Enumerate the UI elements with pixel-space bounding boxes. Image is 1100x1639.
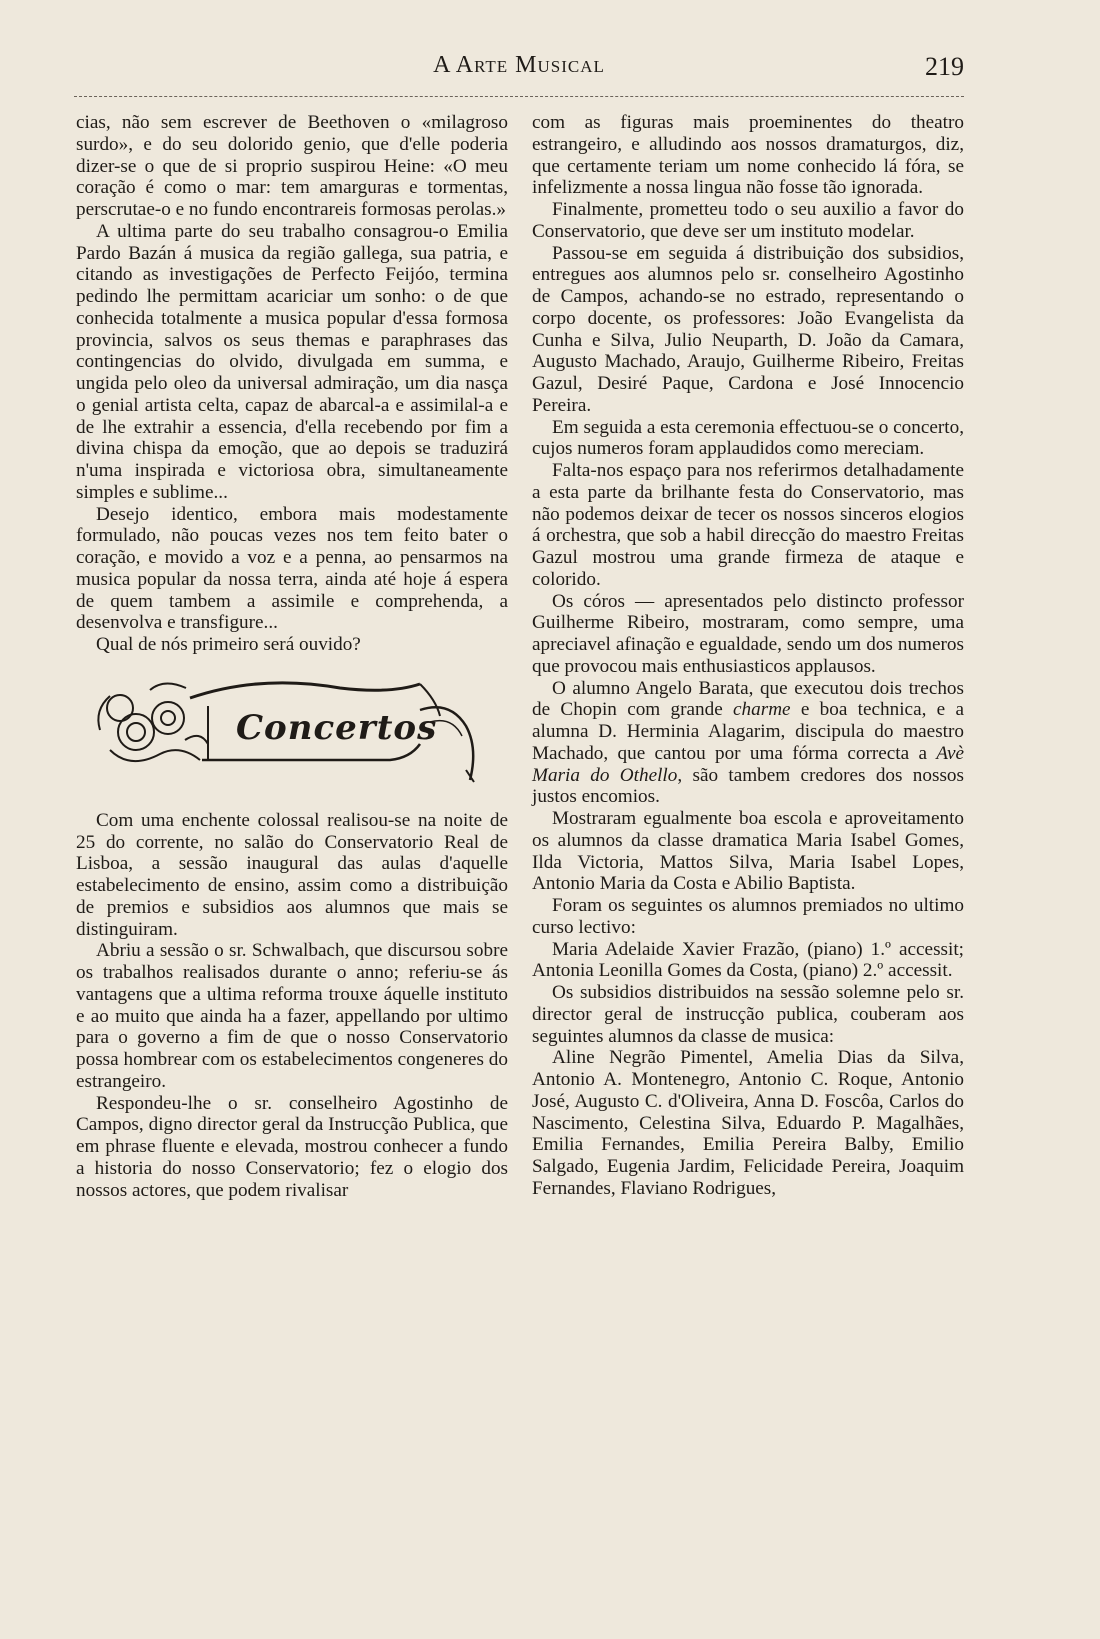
paragraph: Respondeu-lhe o sr. conselheiro Agostinho de Campos, digno director geral da Instrucção Publica, que em phrase fluente e elevada, mostrou conhecer a fundo a historia do nosso Conservatorio; fez o elogio dos nossos actores, que podem rivalisar — [76, 1092, 508, 1201]
paragraph: Os córos — apresentados pelo distincto professor Guilherme Ribeiro, mostraram, como sempre, uma apreciavel afinação e egualdade, sendo um dos numeros que provocou mais enthusiasticos applausos. — [532, 590, 964, 677]
paragraph: Falta-nos espaço para nos referirmos detalhadamente a esta parte da brilhante festa do Conservatorio, mas não podemos deixar de tecer os nossos sinceros elogios á orchestra, que sob a habil direcção do maestro Freitas Gazul mostrou uma grande firmeza de ataque e colorido. — [532, 460, 964, 590]
section-ornament — [76, 670, 508, 800]
right-column — [532, 112, 964, 1200]
paragraph: Qual de nós primeiro será ouvido? — [96, 634, 361, 655]
paragraph: Finalmente, prometteu todo o seu auxilio a favor do Conservatorio, que deve ser um instituto modelar. — [532, 199, 964, 242]
paragraph: com as figuras mais proeminentes do theatro estrangeiro, e alludindo aos nossos dramaturgos, diz, que certamente teriam um nome conhecido lá fóra, se infelizmente a nossa lingua não fosse tão ignorada. — [532, 112, 964, 199]
paragraph: Abriu a sessão o sr. Schwalbach, que discursou sobre os trabalhos realisados durante o anno; referiu-se ás vantagens que a ultima reforma trouxe áquelle instituto e ao muito que ainda ha a fazer, appellando por ultimo para o governo a fim de que o nosso Conservatorio possa hombrear com os estabelecimentos congeneres do estrangeiro. — [76, 940, 508, 1092]
text-run: e boa technica, e a alumna D. Herminia Alagarim, discipula do maestro Machado, que cantou por uma fórma correcta a — [532, 699, 965, 764]
paragraph — [532, 678, 964, 809]
paragraph: Foram os seguintes os alumnos premiados no ultimo curso lectivo: — [532, 895, 964, 938]
running-head — [74, 52, 964, 86]
journal-title: A Arte Musical — [433, 52, 605, 78]
paragraph: Com uma enchente colossal realisou-se na noite de 25 do corrente, no salão do Conservatorio Real de Lisboa, a sessão inaugural das aulas d'aquelle estabelecimento de ensino, assim como a distribuição de premios e subsidios aos alumnos que mais se distinguiram. — [76, 809, 508, 940]
paragraph: A ultima parte do seu trabalho consagrou-o Emilia Pardo Bazán á musica da região gallega, sua patria, e citando as investigações de Perfecto Feijóo, termina pedindo lhe permittam acariciar um sonho: o de que conhecida totalmente a musica popular d'essa formosa provincia, salvos os seus themas e paraphrases das contingencias do olvido, divulgada em summa, e ungida pelo oleo da universal admiração, um dia nasça o genial artista celta, capaz de abarcal-a e assimilal-a e de lhe extrahir a essencia, d'ella recebendo por fim a divina chispa da emoção, que ao depois se traduzirá n'uma inspirada e victoriosa obra, simultaneamente simples e sublime... — [76, 220, 508, 503]
paragraph: Mostraram egualmente boa escola e aproveitamento os alumnos da classe dramatica Maria Isabel Gomes, Ilda Victoria, Mattos Silva, Maria Isabel Lopes, Antonio Maria da Costa e Abilio Baptista. — [532, 808, 964, 895]
italic-term: charme — [733, 699, 791, 721]
paragraph: Aline Negrão Pimentel, Amelia Dias da Silva, Antonio A. Montenegro, Antonio C. Roque, Antonio José, Augusto C. d'Oliveira, Anna D. Foscôa, Carlos do Nascimento, Celestina Silva, Eduardo P. Magalhães, Emilia Fernandes, Emilia Pereira Balby, Emilio Salgado, Eugenia Jardim, Felicidade Pereira, Joaquim Fernandes, Flaviano Rodrigues, — [532, 1047, 964, 1199]
ornament-label: Concertos — [236, 707, 438, 748]
paragraph: Os subsidios distribuidos na sessão solemne pelo sr. director geral de instrucção publica, couberam aos seguintes alumnos da classe de musica: — [532, 982, 964, 1047]
text-run: , são tambem credores dos nossos justos encomios. — [532, 764, 964, 808]
paragraph: Maria Adelaide Xavier Frazão, (piano) 1.º accessit; Antonia Leonilla Gomes da Costa, (piano) 2.º accessit. — [532, 938, 964, 982]
page-number: 219 — [925, 52, 964, 81]
paragraph: Em seguida a esta ceremonia effectuou-se o concerto, cujos numeros foram applaudidos como mereciam. — [532, 416, 964, 460]
paragraph: Desejo identico, embora mais modestamente formulado, não poucas vezes nos tem feito bater o coração, e movido a voz e a penna, ao pensarmos na musica popular da nossa terra, ainda até hoje á espera de quem tambem a assimile e comprehenda, a desenvolva e transfigure... — [76, 503, 508, 634]
left-column — [76, 112, 508, 1201]
paragraph: cias, não sem escrever de Beethoven o «milagroso surdo», e do seu dolorido genio, que d'elle poderia dizer-se o que de si proprio suspirou Heine: «O meu coração é como o mar: tem amarguras e tormentas, perscrutae-o e no fundo encontrareis formosas perolas.» — [76, 112, 508, 220]
text-run: O alumno Angelo Barata, que executou dois trechos de Chopin com grande — [532, 677, 964, 721]
paragraph: Passou-se em seguida á distribuição dos subsidios, entregues aos alumnos pelo sr. conselheiro Agostinho de Campos, achando-se no estrado, representando o corpo docente, os professores: João Evangelista da Cunha e Silva, Julio Neuparth, D. João da Camara, Augusto Machado, Araujo, Guilherme Ribeiro, Freitas Gazul, Desiré Paque, Cardona e José Innocencio Pereira. — [532, 242, 964, 416]
italic-title: Avè Maria do Othello — [532, 742, 964, 786]
header-rule — [74, 96, 964, 97]
